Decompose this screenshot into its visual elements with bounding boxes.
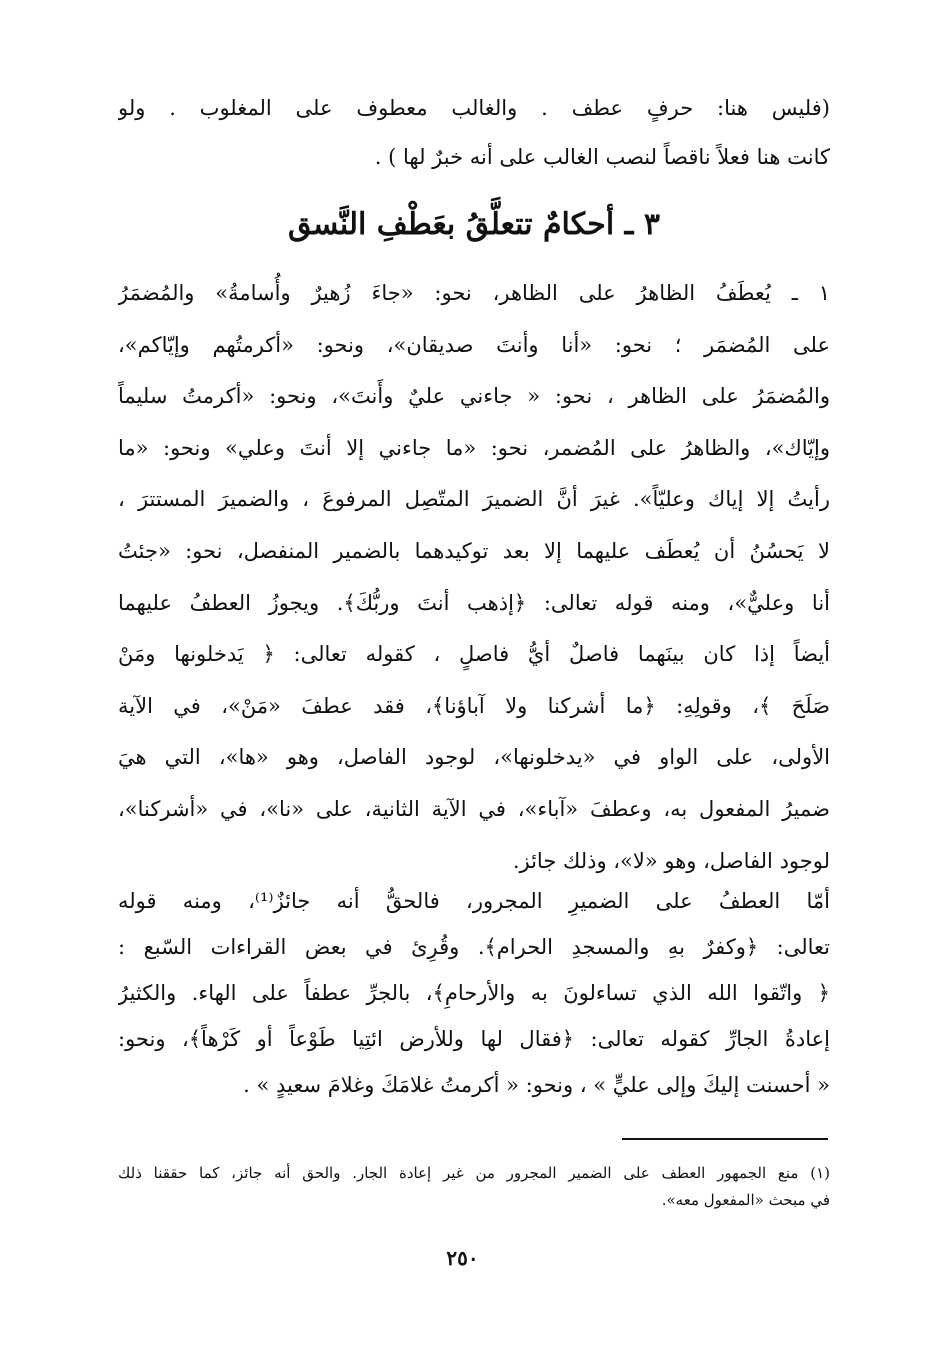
paragraph-line: لا يَحسُنُ أن يُعطَف عليهما إلا بعد توكيدهما بالضمير المنفصل، نحو: «جئتُ — [118, 538, 830, 563]
footnote-line: (١) منع الجمهور العطف على الضمير المجرور من غير إعادة الجار. والحق أنه جائز، كما حققنا ذلك — [118, 1164, 830, 1182]
paragraph-line: وإيّاك»، والظاهرُ على المُضمر، نحو: «ما جاءني إلا أنتَ وعلي» ونحو: «ما — [118, 435, 830, 460]
section2-paragraph — [118, 878, 830, 1108]
paragraph-line: رأيتُ إلا إياك وعليّاً». غيرَ أنَّ الضميرَ المتّصِل المرفوعَ ، والضميرَ المستترَ ، — [118, 487, 830, 512]
paragraph-line: الأولى، على الواو في «يدخلونها»، لوجود الفاصل، وهو «ها»، التي هيَ — [118, 745, 830, 770]
paragraph-line: إعادةُ الجارِّ كقوله تعالى: ﴿فقال لها وللأرض ائتِيا طَوْعاً أو كَرْهاً﴾، ونحو: — [118, 1027, 830, 1051]
paragraph-line: أيضاً إذا كان بينَهما فاصلٌ أيُّ فاصلٍ ، كقوله تعالى: ﴿ يَدخلونها ومَنْ — [118, 642, 830, 667]
paragraph-line: والمُضمَرُ على الظاهر ، نحو: « جاءني عليٌ وأَنتَ»، ونحو: «أكرمتُ سليماً — [118, 384, 830, 409]
paragraph-line: صَلَحَ ﴾، وقولِهِ: ﴿ما أشركنا ولا آباؤنا﴾، فقد عطفَ «مَنْ»، في الآية — [118, 693, 830, 718]
paragraph-line: على المُضمَر ؛ نحو: «أنا وأنتَ صديقان»، ونحو: «أكرمتُهم وإيّاكم»، — [118, 332, 830, 357]
paragraph-line: أنا وعليٌّ»، ومنه قوله تعالى: ﴿إذهب أنتَ وربُّكَ﴾. ويجوزُ العطفُ عليهما — [118, 590, 830, 615]
paragraph-line: لوجود الفاصل، وهو «لا»، وذلك جائز. — [512, 848, 830, 873]
paragraph-line: « أحسنت إليكَ وإلى عليٍّ » ، ونحو: « أكرمتُ غلامَكَ وغلامَ سعيدٍ » . — [243, 1073, 830, 1097]
page-number: ٢٥٠ — [446, 1246, 479, 1270]
intro-line: (فليس هنا: حرفٍ عطف . والغالب معطوف على المغلوب . ولو — [118, 96, 830, 120]
paragraph-line: تعالى: ﴿وكفرٌ بهِ والمسجدِ الحرام﴾. وقُرِئ في بعض القراءات السّبع : — [118, 935, 830, 959]
footnote-line: في مبحث «المفعول معه». — [661, 1191, 830, 1209]
intro-line: كانت هنا فعلاً ناقصاً لنصب الغالب على أنه خبرٌ لها ) . — [374, 145, 830, 169]
footnote — [118, 1160, 830, 1214]
intro-paragraph — [118, 84, 830, 182]
section-heading: ٣ ـ أحكامٌ تتعلَّقُ بعَطْفِ النَّسق — [288, 207, 660, 242]
paragraph-line: أمّا العطفُ على الضميرِ المجرور، فالحقُّ أنه جائزٌ⁽¹⁾، ومنه قوله — [118, 889, 830, 913]
paragraph-line: ١ ـ يُعطَفُ الظاهرُ على الظاهر، نحو: «جاءَ زُهيرٌ وأُسامةُ» والمُضمَرُ — [118, 281, 830, 305]
footnote-divider — [622, 1138, 828, 1140]
section1-paragraph — [118, 268, 830, 887]
paragraph-line: ضميرُ المفعول به، وعطفَ «آباء»، في الآية الثانية، على «نا»، في «أشركنا»، — [118, 796, 830, 821]
paragraph-line: ﴿ واتّقوا الله الذي تساءلونَ به والأرحامِ﴾، بالجرِّ عطفاً على الهاء. والكثيرُ — [118, 981, 830, 1005]
